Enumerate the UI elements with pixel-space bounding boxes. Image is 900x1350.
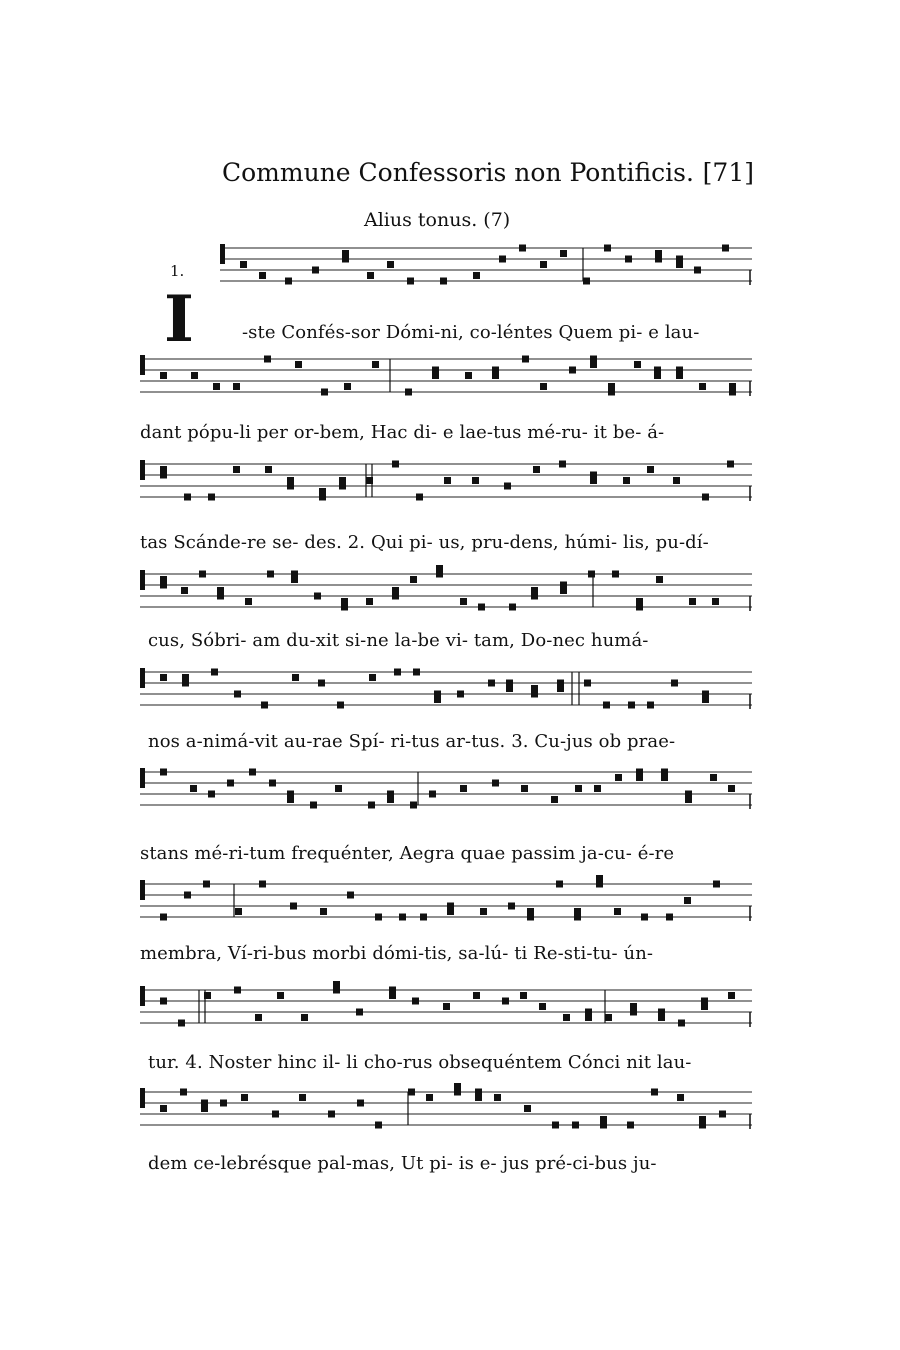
neume-icon xyxy=(416,494,423,501)
neume-icon xyxy=(647,466,654,473)
neume-icon xyxy=(259,272,266,279)
neume-icon xyxy=(387,796,394,803)
neume-icon xyxy=(574,908,581,915)
neume-icon xyxy=(557,680,564,687)
neume-icon xyxy=(701,1003,708,1010)
neume-icon xyxy=(203,881,210,888)
neume-icon xyxy=(190,785,197,792)
neume-icon xyxy=(191,372,198,379)
neume-icon xyxy=(729,383,736,390)
c-clef-icon xyxy=(140,355,145,375)
neume-icon xyxy=(519,245,526,252)
neume-icon xyxy=(636,604,643,611)
neume-icon xyxy=(636,769,643,776)
neume-icon xyxy=(434,696,441,703)
neume-icon xyxy=(160,914,167,921)
neume-icon xyxy=(699,1122,706,1129)
neume-icon xyxy=(436,571,443,578)
neume-icon xyxy=(594,785,601,792)
neume-icon xyxy=(588,571,595,578)
neume-icon xyxy=(259,881,266,888)
neume-icon xyxy=(655,256,662,263)
neume-icon xyxy=(321,389,328,396)
neume-icon xyxy=(320,908,327,915)
neume-icon xyxy=(531,685,538,692)
c-clef-icon xyxy=(140,986,145,1006)
neume-icon xyxy=(299,1094,306,1101)
neume-icon xyxy=(661,769,668,776)
neume-icon xyxy=(319,494,326,501)
neume-icon xyxy=(625,256,632,263)
neume-icon xyxy=(520,992,527,999)
neume-icon xyxy=(522,356,529,363)
neume-icon xyxy=(339,483,346,490)
neume-icon xyxy=(269,780,276,787)
neume-icon xyxy=(443,1003,450,1010)
section-subtitle: Alius tonus. (7) xyxy=(364,209,511,231)
neume-icon xyxy=(689,598,696,605)
neume-icon xyxy=(673,477,680,484)
neume-icon xyxy=(292,674,299,681)
neume-icon xyxy=(475,1094,482,1101)
neume-icon xyxy=(339,477,346,484)
neume-icon xyxy=(719,1111,726,1118)
neume-icon xyxy=(444,477,451,484)
neume-icon xyxy=(160,769,167,776)
neume-icon xyxy=(182,674,189,681)
neume-icon xyxy=(204,992,211,999)
neume-icon xyxy=(671,680,678,687)
neume-icon xyxy=(590,361,597,368)
neume-icon xyxy=(492,367,499,374)
neume-icon xyxy=(337,702,344,709)
neume-icon xyxy=(392,461,399,468)
neume-icon xyxy=(319,488,326,495)
neume-icon xyxy=(264,356,271,363)
neume-icon xyxy=(160,472,167,479)
neume-icon xyxy=(608,389,615,396)
neume-icon xyxy=(527,908,534,915)
neume-icon xyxy=(233,466,240,473)
neume-icon xyxy=(574,914,581,921)
neume-icon xyxy=(184,494,191,501)
neume-icon xyxy=(504,483,511,490)
neume-icon xyxy=(630,1009,637,1016)
neume-icon xyxy=(234,987,241,994)
neume-icon xyxy=(375,914,382,921)
neume-icon xyxy=(521,785,528,792)
neume-icon xyxy=(560,587,567,594)
neume-icon xyxy=(492,780,499,787)
neume-icon xyxy=(685,791,692,798)
neume-icon xyxy=(559,461,566,468)
neume-icon xyxy=(502,998,509,1005)
neume-icon xyxy=(556,881,563,888)
neume-icon xyxy=(394,669,401,676)
neume-icon xyxy=(608,383,615,390)
chant-lyrics: -ste Confés-sor Dómi-ni, co-léntes Quem pi- e lau- xyxy=(242,322,700,343)
neume-icon xyxy=(344,383,351,390)
c-clef-icon xyxy=(220,244,225,264)
neume-icon xyxy=(684,897,691,904)
neume-icon xyxy=(341,598,348,605)
c-clef-icon xyxy=(140,668,145,688)
c-clef-icon xyxy=(140,460,145,480)
neume-icon xyxy=(310,802,317,809)
neume-icon xyxy=(420,914,427,921)
neume-icon xyxy=(636,598,643,605)
neume-icon xyxy=(160,466,167,473)
verse-number: 1. xyxy=(170,262,185,280)
neume-icon xyxy=(410,802,417,809)
neume-icon xyxy=(160,674,167,681)
neume-icon xyxy=(658,1014,665,1021)
neume-icon xyxy=(563,1014,570,1021)
neume-icon xyxy=(201,1105,208,1112)
neume-icon xyxy=(328,1111,335,1118)
neume-icon xyxy=(233,383,240,390)
neume-icon xyxy=(727,461,734,468)
neume-icon xyxy=(267,571,274,578)
neume-icon xyxy=(531,593,538,600)
neume-icon xyxy=(676,367,683,374)
neume-icon xyxy=(630,1003,637,1010)
neume-icon xyxy=(447,908,454,915)
neume-icon xyxy=(473,992,480,999)
neume-icon xyxy=(460,785,467,792)
neume-icon xyxy=(290,903,297,910)
neume-icon xyxy=(702,691,709,698)
neume-icon xyxy=(426,1094,433,1101)
neume-icon xyxy=(399,914,406,921)
neume-icon xyxy=(654,372,661,379)
neume-icon xyxy=(600,1116,607,1123)
neume-icon xyxy=(676,372,683,379)
c-clef-icon xyxy=(140,570,145,590)
page-number: [71] xyxy=(702,158,754,187)
neume-icon xyxy=(356,1009,363,1016)
page-title: Commune Confessoris non Pontificis. xyxy=(222,158,694,187)
neume-icon xyxy=(651,1089,658,1096)
chant-lyrics: nos a-nimá-vit au-rae Spí- ri-tus ar-tus. 3. Cu-jus ob prae- xyxy=(148,731,676,752)
chant-lyrics: stans mé-ri-tum frequénter, Aegra quae passim ja-cu- é-re xyxy=(140,843,675,864)
chant-lyrics: dem ce-lebrésque pal-mas, Ut pi- is e- jus pré-ci-bus ju- xyxy=(148,1153,657,1174)
neume-icon xyxy=(572,1122,579,1129)
neume-icon xyxy=(357,1100,364,1107)
neume-icon xyxy=(245,598,252,605)
neume-icon xyxy=(241,1094,248,1101)
neume-icon xyxy=(211,669,218,676)
neume-icon xyxy=(533,466,540,473)
neume-icon xyxy=(208,791,215,798)
neume-icon xyxy=(347,892,354,899)
neume-icon xyxy=(509,604,516,611)
neume-icon xyxy=(436,565,443,572)
neume-icon xyxy=(600,1122,607,1129)
drop-cap-initial: I xyxy=(164,282,194,357)
neume-icon xyxy=(213,383,220,390)
neume-icon xyxy=(375,1122,382,1129)
neume-icon xyxy=(341,604,348,611)
neume-icon xyxy=(531,587,538,594)
neume-icon xyxy=(265,466,272,473)
neume-icon xyxy=(160,998,167,1005)
neume-icon xyxy=(405,389,412,396)
neume-icon xyxy=(656,576,663,583)
neume-icon xyxy=(506,680,513,687)
neume-icon xyxy=(457,691,464,698)
neume-icon xyxy=(234,691,241,698)
chant-lyrics: membra, Ví-ri-bus morbi dómi-tis, sa-lú- ti Re-sti-tu- ún- xyxy=(140,943,654,964)
neume-icon xyxy=(699,1116,706,1123)
neume-icon xyxy=(342,250,349,257)
neume-icon xyxy=(539,1003,546,1010)
neume-icon xyxy=(590,477,597,484)
neume-icon xyxy=(702,696,709,703)
neume-icon xyxy=(560,582,567,589)
neume-icon xyxy=(291,576,298,583)
neume-icon xyxy=(614,908,621,915)
neume-icon xyxy=(368,802,375,809)
neume-icon xyxy=(287,483,294,490)
neume-icon xyxy=(413,669,420,676)
neume-icon xyxy=(432,367,439,374)
neume-icon xyxy=(160,1105,167,1112)
neume-icon xyxy=(217,593,224,600)
neume-icon xyxy=(178,1020,185,1027)
neume-icon xyxy=(585,1009,592,1016)
neume-icon xyxy=(666,914,673,921)
neume-icon xyxy=(392,587,399,594)
neume-icon xyxy=(506,685,513,692)
neume-icon xyxy=(367,272,374,279)
c-clef-icon xyxy=(140,1088,145,1108)
neume-icon xyxy=(447,903,454,910)
neume-icon xyxy=(407,278,414,285)
neume-icon xyxy=(557,685,564,692)
neume-icon xyxy=(434,691,441,698)
neume-icon xyxy=(494,1094,501,1101)
neume-icon xyxy=(492,372,499,379)
neume-icon xyxy=(634,361,641,368)
neume-icon xyxy=(728,785,735,792)
neume-icon xyxy=(235,908,242,915)
neume-icon xyxy=(180,1089,187,1096)
neume-icon xyxy=(454,1083,461,1090)
neume-icon xyxy=(217,587,224,594)
neume-icon xyxy=(285,278,292,285)
neume-icon xyxy=(312,267,319,274)
neume-icon xyxy=(551,796,558,803)
neume-icon xyxy=(627,1122,634,1129)
neume-icon xyxy=(287,791,294,798)
neume-icon xyxy=(408,1089,415,1096)
neume-icon xyxy=(369,674,376,681)
neume-icon xyxy=(612,571,619,578)
neume-icon xyxy=(729,389,736,396)
neume-icon xyxy=(605,1014,612,1021)
neume-icon xyxy=(465,372,472,379)
neume-icon xyxy=(201,1100,208,1107)
neume-icon xyxy=(722,245,729,252)
neume-icon xyxy=(372,361,379,368)
neume-icon xyxy=(552,1122,559,1129)
neume-icon xyxy=(636,774,643,781)
neume-icon xyxy=(728,992,735,999)
chant-lyrics: cus, Sóbri- am du-xit si-ne la-be vi- tam, Do-nec humá- xyxy=(148,630,649,651)
neume-icon xyxy=(475,1089,482,1096)
neume-icon xyxy=(412,998,419,1005)
neume-icon xyxy=(661,774,668,781)
neume-icon xyxy=(585,1014,592,1021)
neume-icon xyxy=(429,791,436,798)
neume-icon xyxy=(527,914,534,921)
neume-icon xyxy=(628,702,635,709)
neume-icon xyxy=(291,571,298,578)
neume-icon xyxy=(712,598,719,605)
chant-lyrics: dant pópu-li per or-bem, Hac di- e lae-tus mé-ru- it be- á- xyxy=(140,422,665,443)
neume-icon xyxy=(623,477,630,484)
neume-icon xyxy=(647,702,654,709)
neume-icon xyxy=(590,356,597,363)
neume-icon xyxy=(410,576,417,583)
neume-icon xyxy=(295,361,302,368)
neume-icon xyxy=(499,256,506,263)
neume-icon xyxy=(199,571,206,578)
neume-icon xyxy=(182,680,189,687)
neume-icon xyxy=(713,881,720,888)
neume-icon xyxy=(240,261,247,268)
neume-icon xyxy=(658,1009,665,1016)
neume-icon xyxy=(531,691,538,698)
neume-icon xyxy=(392,593,399,600)
neume-icon xyxy=(694,267,701,274)
neume-icon xyxy=(583,278,590,285)
neume-icon xyxy=(710,774,717,781)
neume-icon xyxy=(432,372,439,379)
neume-icon xyxy=(540,383,547,390)
neume-icon xyxy=(160,372,167,379)
chant-lyrics: tur. 4. Noster hinc il- li cho-rus obsequéntem Cónci nit lau- xyxy=(148,1052,692,1073)
c-clef-icon xyxy=(140,768,145,788)
neume-icon xyxy=(615,774,622,781)
neume-icon xyxy=(366,598,373,605)
neume-icon xyxy=(655,250,662,257)
neume-icon xyxy=(342,256,349,263)
neume-icon xyxy=(540,261,547,268)
neume-icon xyxy=(508,903,515,910)
neume-icon xyxy=(181,587,188,594)
neume-icon xyxy=(677,1094,684,1101)
neume-icon xyxy=(678,1020,685,1027)
neume-icon xyxy=(318,680,325,687)
neume-icon xyxy=(603,702,610,709)
neume-icon xyxy=(261,702,268,709)
neume-icon xyxy=(701,998,708,1005)
neume-icon xyxy=(480,908,487,915)
neume-icon xyxy=(208,494,215,501)
neume-icon xyxy=(488,680,495,687)
neume-icon xyxy=(387,261,394,268)
neume-icon xyxy=(473,272,480,279)
neume-icon xyxy=(575,785,582,792)
neume-icon xyxy=(478,604,485,611)
neume-icon xyxy=(596,881,603,888)
neume-icon xyxy=(560,250,567,257)
neume-icon xyxy=(685,796,692,803)
neume-icon xyxy=(160,582,167,589)
chant-lyrics: tas Scánde-re se- des. 2. Qui pi- us, pru-dens, húmi- lis, pu-dí- xyxy=(140,532,709,553)
neume-icon xyxy=(590,472,597,479)
neume-icon xyxy=(454,1089,461,1096)
neume-icon xyxy=(676,256,683,263)
neume-icon xyxy=(287,477,294,484)
neume-icon xyxy=(272,1111,279,1118)
neume-icon xyxy=(699,383,706,390)
neume-icon xyxy=(584,680,591,687)
neume-icon xyxy=(641,914,648,921)
neume-icon xyxy=(569,367,576,374)
neume-icon xyxy=(440,278,447,285)
neume-icon xyxy=(460,598,467,605)
page-header xyxy=(222,158,754,192)
neume-icon xyxy=(249,769,256,776)
neume-icon xyxy=(524,1105,531,1112)
c-clef-icon xyxy=(140,880,145,900)
neume-icon xyxy=(287,796,294,803)
neume-icon xyxy=(387,791,394,798)
neume-icon xyxy=(220,1100,227,1107)
neume-icon xyxy=(277,992,284,999)
neume-icon xyxy=(389,992,396,999)
neume-icon xyxy=(255,1014,262,1021)
neume-icon xyxy=(654,367,661,374)
neume-icon xyxy=(314,593,321,600)
neume-icon xyxy=(389,987,396,994)
neume-icon xyxy=(184,892,191,899)
neume-icon xyxy=(160,576,167,583)
neume-icon xyxy=(472,477,479,484)
neume-icon xyxy=(301,1014,308,1021)
neume-icon xyxy=(604,245,611,252)
neume-icon xyxy=(676,261,683,268)
neume-icon xyxy=(333,981,340,988)
neume-icon xyxy=(227,780,234,787)
neume-icon xyxy=(702,494,709,501)
neume-icon xyxy=(335,785,342,792)
neume-icon xyxy=(366,477,373,484)
neume-icon xyxy=(333,987,340,994)
neume-icon xyxy=(596,875,603,882)
